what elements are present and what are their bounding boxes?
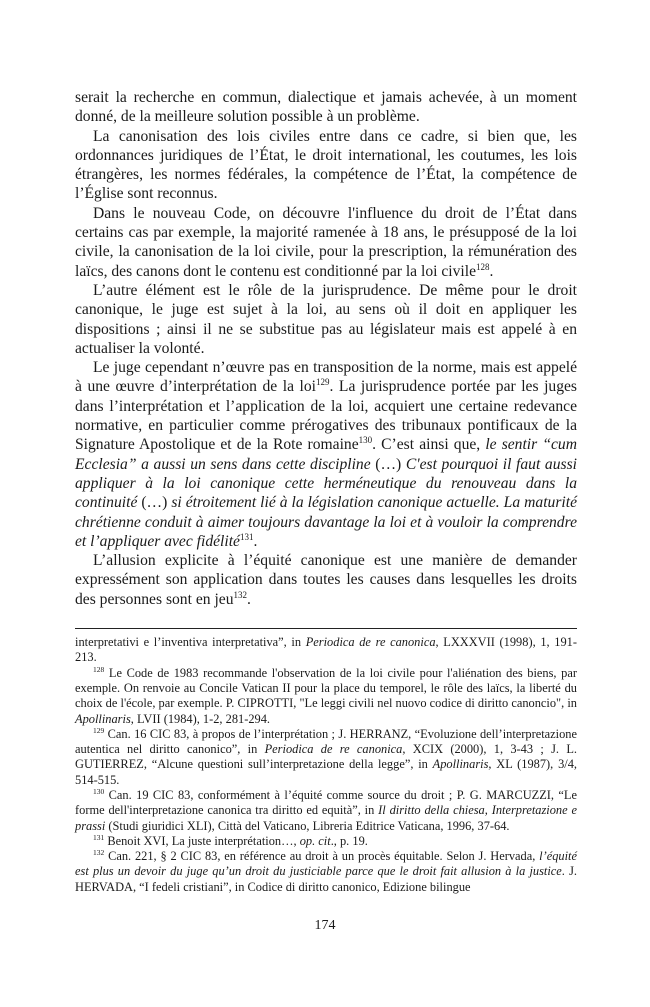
footnote-ref-131[interactable]: 131 (239, 531, 254, 542)
paragraph-5-text-b: . La jurisprudence portée par les juges dans l’interprétation et l’application de la loi, acquiert une certaine redevance normative, en particulier comme prérogatives des tribunaux pontificaux de la Signature Apostolique et de la Rote romaine (75, 378, 577, 454)
footnote-130-text-b: (Studi giuridici XLI), Città del Vaticano, Libreria Editrice Vaticana, 1996, 37-64. (105, 818, 510, 833)
paragraph-2 (75, 127, 577, 204)
paragraph-3 (75, 204, 577, 281)
footnote-ref-129[interactable]: 129 (316, 377, 330, 388)
paragraph-6-end: . (247, 590, 251, 608)
footnote-130-text-a: Can. 19 CIC 83, conformément à l’équité comme source du droit ; P. G. MARCUZZI, “Le forme dell'interpretazione canonica tra diritto ed equità”, in (75, 787, 577, 818)
page-number: 174 (314, 918, 336, 933)
footnote-ref-128[interactable]: 128 (476, 261, 490, 272)
footnote-129-text-c: XL (1987), 3/4, 514-515. (75, 757, 577, 787)
footnote-130-title: Il diritto della chiesa, Interpretazione e prassi (75, 803, 577, 833)
footnote-130 (75, 788, 577, 834)
footnote-131-text-b: ., p. 19. (330, 833, 368, 848)
paragraph-5-ellipsis-1: (…) (370, 455, 406, 473)
footnote-128-title: Apollinaris (75, 711, 131, 726)
footnote-129-text-b: , XCIX (2000), 1, 3-43 ; J. L. GUTIERREZ, “Alcune questioni sull’interpretazione della legge”, in (75, 742, 577, 772)
footnote-ref-130[interactable]: 130 (358, 435, 373, 446)
footnote-ref-132[interactable]: 132 (233, 589, 248, 600)
quotation-italic-2: C'est pourquoi il faut aussi appliquer à la loi canonique cette herméneutique du renouveau dans la continuité (75, 455, 577, 512)
footnote-132 (75, 849, 577, 895)
footnote-129-text-a: Can. 16 CIC 83, à propos de l’interprétation ; J. HERRANZ, “Evoluzione dell’interpretazione autentica nel diritto canonico”, in (75, 726, 577, 757)
footnote-128-number: 128 (93, 664, 105, 674)
paragraph-6-text: L’allusion explicite à l’équité canonique est une manière de demander expressément son application dans toutes les causes dans lesquelles les droits des personnes sont en jeu (75, 552, 577, 608)
footnote-129 (75, 727, 577, 788)
paragraph-3-text: Dans le nouveau Code, on découvre l'influence du droit de l’État dans certains cas par exemple, la majorité ramenée à 18 ans, le présupposé de la loi civile, la canonisation de la loi civile, pour la prescription, la rémunération des laïcs, des canons dont le contenu est conditionné par la loi civile (75, 204, 577, 280)
footnote-129-number: 129 (93, 725, 105, 735)
paragraph-5-text-c: . C’est ainsi que, (372, 436, 486, 454)
paragraph-5 (75, 358, 577, 551)
paragraph-2-text: La canonisation des lois civiles entre dans ce cadre, si bien que, les ordonnances juridiques de l’État, le droit international, les coutumes, les lois étrangères, les normes fédérales, la compétence de l’État, la compétence de l’Église sont reconnus. (75, 127, 577, 203)
quotation-italic-3: si étroitement lié à la législation canonique actuelle. La maturité chrétienne conduit à aimer toujours davantage la loi et à vouloir la comprendre et l’appliquer avec fidélité (75, 494, 577, 550)
footnote-129-title-2: Apollinaris, (432, 757, 492, 772)
footnote-cont-text-b: , LXXXVII (1998), 1, 191-213. (75, 635, 577, 665)
paragraph-3-end: . (489, 262, 494, 280)
footnote-131-number: 131 (93, 832, 105, 842)
main-text (75, 88, 577, 609)
footnote-129-title-1: Periodica de re canonica (264, 742, 403, 757)
footnote-130-number: 130 (93, 786, 105, 796)
footnote-separator (75, 628, 577, 629)
paragraph-5-ellipsis-2: (…) (137, 494, 172, 512)
footnote-continuation (75, 635, 577, 666)
footnote-128 (75, 666, 577, 727)
footnote-128-text-a: Le Code de 1983 recommande l'observation de la loi civile pour l'aliénation des biens, par exemple. On renvoie au Concile Vatican II pour la place du temporel, le rôle des laïcs, la liberté du choix de l'école, par exemple. P. CIPROTTI, "Le leggi civili nel nuovo codice di diritto canoncio", in (75, 665, 577, 711)
paragraph-1-text: serait la recherche en commun, dialectique et jamais achevée, à un moment donné, de la meilleure solution possible à un problème. (75, 89, 577, 126)
paragraph-4 (75, 281, 577, 358)
paragraph-4-text: L’autre élément est le rôle de la jurisprudence. De même pour le droit canonique, le juge est sujet à la loi, au sens où il doit en appliquer les dispositions ; ainsi il ne se substitue pas au législateur mais est appelé à en actualiser la volonté. (75, 281, 577, 357)
quotation-italic-1: le sentir “cum Ecclesia” a aussi un sens dans cette discipline (75, 436, 577, 473)
footnote-131-text-a: Benoit XVI, La juste interprétation…, (104, 833, 300, 848)
footnote-cont-text-a: interpretativi e l’inventiva interpretativa”, in (75, 635, 306, 650)
footnote-cont-title: Periodica de re canonica (305, 635, 436, 650)
footnote-128-text-b: , LVII (1984), 1-2, 281-294. (130, 711, 271, 726)
paragraph-1 (75, 88, 577, 127)
footnote-131 (75, 834, 577, 849)
paragraph-5-end: . (253, 532, 258, 550)
footnote-132-quote: l’équité est plus un devoir du juge qu’un droit du justiciable parce que le droit fait allusion à la justice (75, 849, 577, 879)
paragraph-5-text-a: Le juge cependant n’œuvre pas en transposition de la norme, mais est appelé à une œuvre d’interprétation de la loi (75, 359, 577, 396)
page-content (75, 88, 577, 895)
footnote-132-number: 132 (93, 848, 105, 858)
footnote-132-text-a: Can. 221, § 2 CIC 83, en référence au droit à un procès équitable. Selon J. Hervada, (104, 849, 540, 864)
footnote-132-text-b: . J. HERVADA, “I fedeli cristiani”, in Codice di diritto canonico, Edizione bilingue (75, 864, 577, 894)
paragraph-6 (75, 551, 577, 609)
footnote-131-title: op. cit (299, 833, 331, 848)
footnotes (75, 635, 577, 895)
